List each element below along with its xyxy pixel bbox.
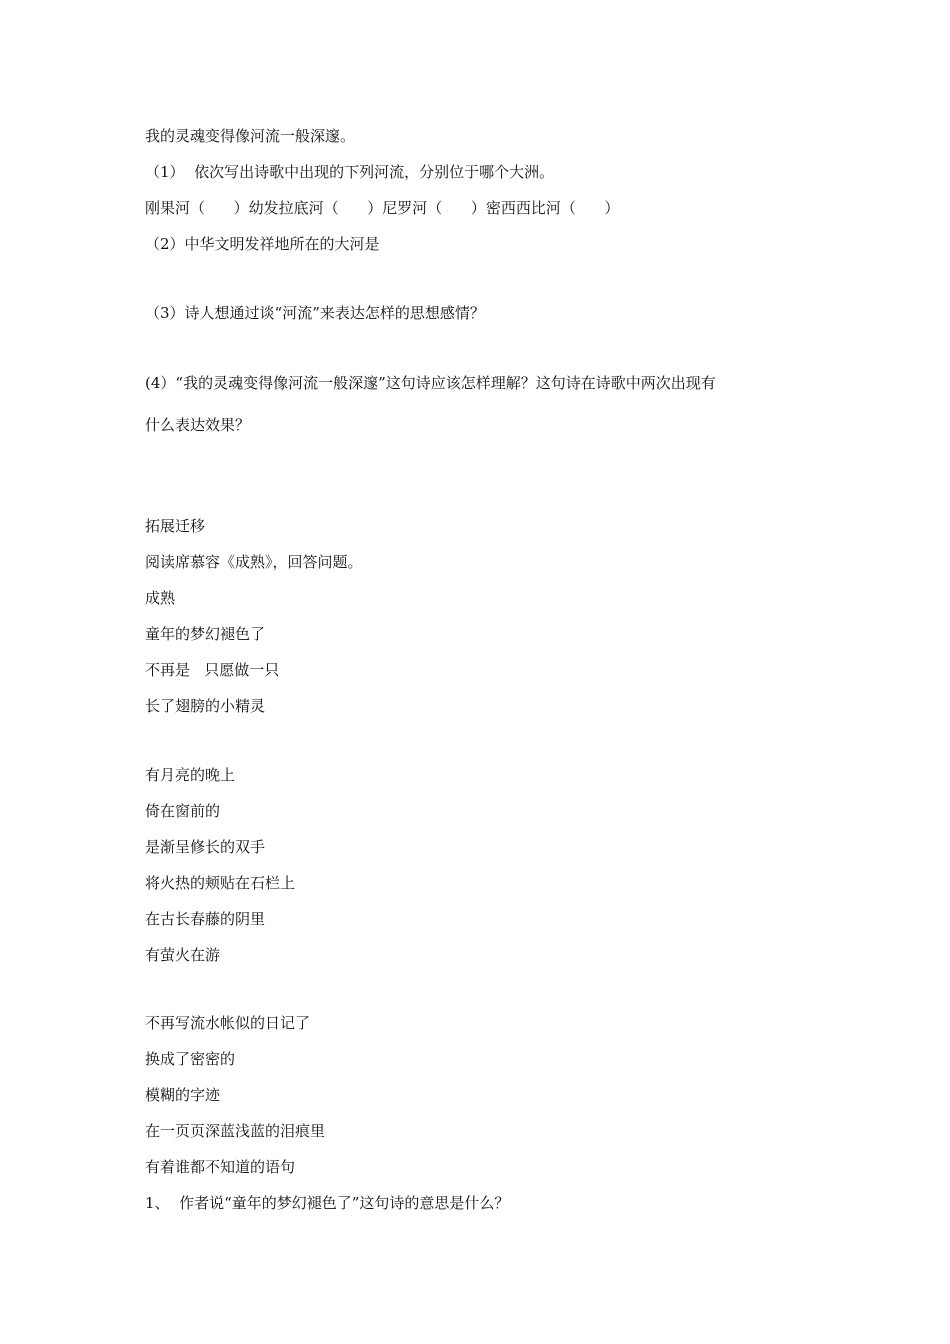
poem-line: 有着谁都不知道的语句 — [145, 1158, 296, 1176]
poem-line: 有萤火在游 — [145, 946, 221, 964]
question-1: （1） 依次写出诗歌中出现的下列河流，分别位于哪个大洲。 — [145, 163, 555, 181]
poem-line: 童年的梦幻褪色了 — [145, 625, 266, 643]
question-1-blanks: 刚果河（ ）幼发拉底河（ ）尼罗河（ ）密西西比河（ ） — [145, 199, 620, 217]
poem-line: 换成了密密的 — [145, 1050, 236, 1068]
poem-line: 将火热的颊贴在石栏上 — [145, 874, 296, 892]
poem-line: 在古长春藤的阴里 — [145, 910, 266, 928]
reading-instruction: 阅读席慕容《成熟》，回答问题。 — [145, 553, 363, 571]
poem-line: 有月亮的晚上 — [145, 766, 236, 784]
reading-question-1: 1、 作者说“童年的梦幻褪色了”这句诗的意思是什么？ — [145, 1194, 510, 1212]
poem-line: 倚在窗前的 — [145, 802, 221, 820]
question-4-continued: 什么表达效果？ — [145, 416, 251, 434]
poem-line: 不再写流水帐似的日记了 — [145, 1014, 311, 1032]
poem-line: 不再是 只愿做一只 — [145, 661, 280, 679]
poem-line: 长了翅膀的小精灵 — [145, 697, 266, 715]
poem-line: 模糊的字迹 — [145, 1086, 221, 1104]
question-3: （3）诗人想通过谈“河流”来表达怎样的思想感情？ — [145, 304, 485, 322]
question-4: (4）“我的灵魂变得像河流一般深邃”这句诗应该怎样理解？这句诗在诗歌中两次出现有 — [145, 374, 716, 392]
section-heading: 拓展迁移 — [145, 517, 206, 535]
poem-line: 是渐呈修长的双手 — [145, 838, 266, 856]
poem-line: 在一页页深蓝浅蓝的泪痕里 — [145, 1122, 326, 1140]
question-2: （2）中华文明发祥地所在的大河是 — [145, 235, 380, 253]
poem-title: 成熟 — [145, 589, 176, 607]
poem-line: 我的灵魂变得像河流一般深邃。 — [145, 127, 356, 145]
